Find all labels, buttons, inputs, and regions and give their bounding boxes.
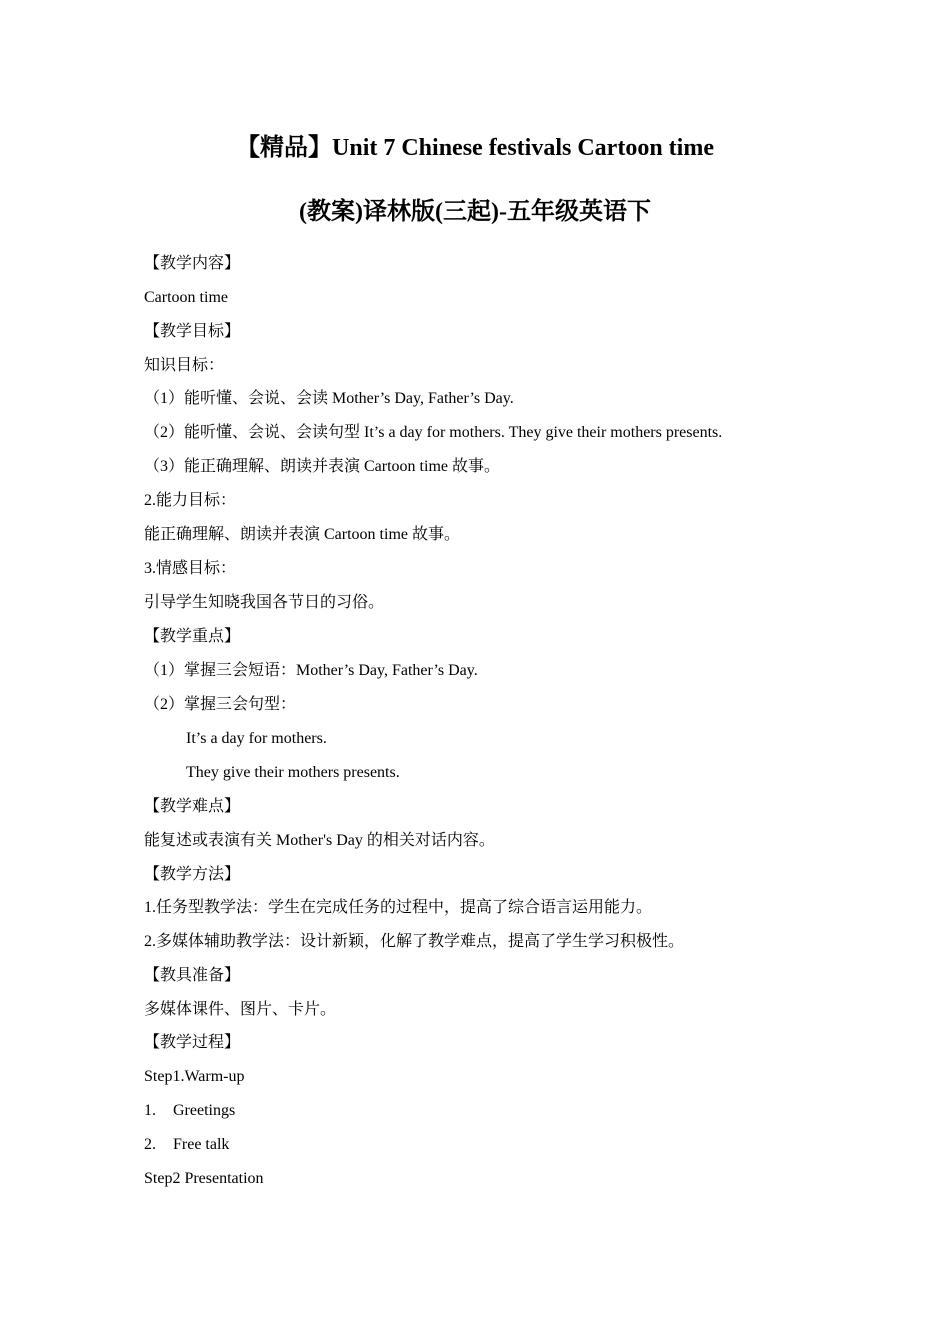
list-item [144,1135,229,1155]
section-heading-difficulties: 【教学难点】 [144,798,241,815]
list-item-number: 2. [144,1136,156,1153]
paragraph: （1）掌握三会短语：Mother’s Day, Father’s Day. [144,662,478,679]
section-heading-process: 【教学过程】 [144,1034,241,1051]
document-title-line1: 【精品】Unit 7 Chinese festivals Cartoon time [236,135,714,161]
indented-sentence: It’s a day for mothers. [186,730,327,747]
indented-sentence: They give their mothers presents. [186,764,400,781]
section-heading-key-points: 【教学重点】 [144,628,241,645]
paragraph: 3.情感目标： [144,560,237,577]
section-heading-objectives: 【教学目标】 [144,323,241,340]
paragraph: 能正确理解、朗读并表演 Cartoon time 故事。 [144,526,460,543]
paragraph: 能复述或表演有关 Mother's Day 的相关对话内容。 [144,832,495,849]
document-title-line2: (教案)译林版(三起)-五年级英语下 [299,199,651,225]
paragraph: （2）掌握三会句型： [144,696,297,713]
paragraph: Cartoon time [144,289,228,306]
step-heading: Step2 Presentation [144,1170,264,1187]
paragraph: （3）能正确理解、朗读并表演 Cartoon time 故事。 [144,458,500,475]
paragraph: （1）能听懂、会说、会读 Mother’s Day, Father’s Day. [144,390,514,407]
list-item-number: 1. [144,1102,156,1119]
section-heading-materials: 【教具准备】 [144,967,241,984]
list-item-text: Free talk [173,1136,230,1153]
paragraph: （2）能听懂、会说、会读句型 It’s a day for mothers. They give their mothers presents. [144,424,723,441]
paragraph: 知识目标： [144,357,225,374]
list-item-text: Greetings [173,1102,236,1119]
list-item [144,1101,235,1121]
paragraph: 多媒体课件、图片、卡片。 [144,1001,337,1018]
section-heading-content: 【教学内容】 [144,255,241,272]
paragraph: 引导学生知晓我国各节日的习俗。 [144,594,385,611]
paragraph: 2.能力目标： [144,492,237,509]
step-heading: Step1.Warm-up [144,1068,245,1085]
paragraph: 1.任务型教学法：学生在完成任务的过程中，提高了综合语言运用能力。 [144,899,653,916]
section-heading-methods: 【教学方法】 [144,866,241,883]
paragraph: 2.多媒体辅助教学法：设计新颖，化解了教学难点，提高了学生学习积极性。 [144,933,685,950]
